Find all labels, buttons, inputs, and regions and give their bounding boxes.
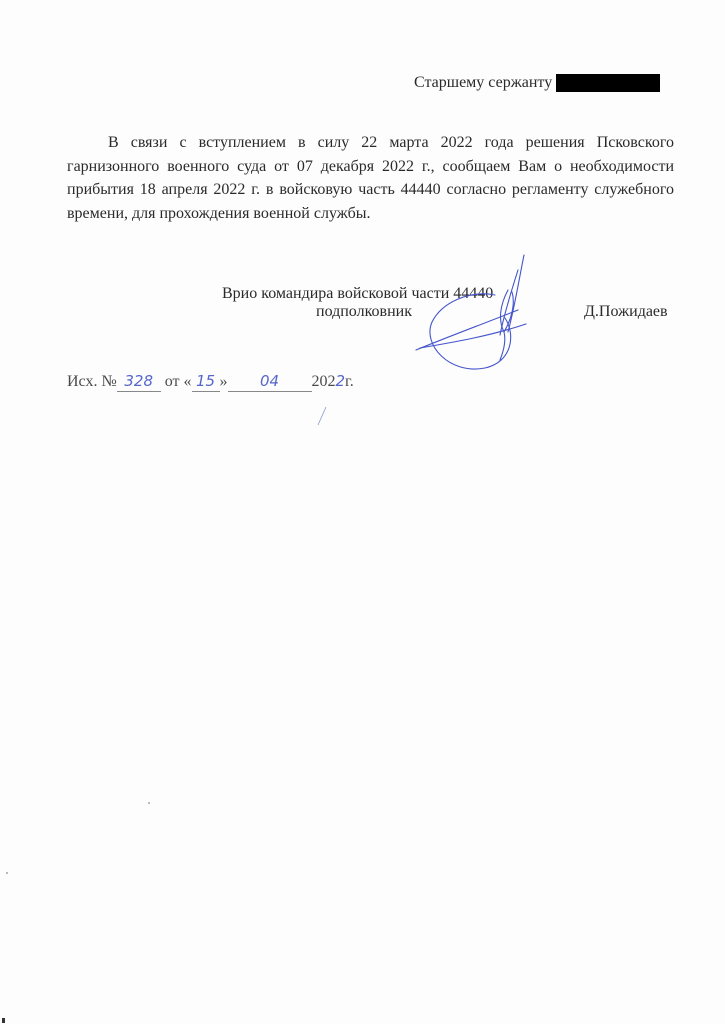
scan-artifact — [6, 872, 8, 874]
signatory-rank: подполковник — [316, 303, 412, 320]
scan-artifact — [148, 802, 150, 804]
scan-artifact — [2, 1018, 5, 1023]
handwritten-signature — [400, 250, 540, 380]
outgoing-day: 15 — [195, 372, 216, 390]
outgoing-number: 328 — [124, 372, 154, 390]
outgoing-month: 04 — [259, 372, 280, 390]
addressee-label: Старшему сержанту — [414, 74, 553, 91]
letter-body: В связи с вступлением в силу 22 марта 2022 года решения Псковского гарнизонного военного суда от 07 декабря 2022 г., сообщаем Вам о необходимости прибытия 18 апреля 2022 г. в войсковую часть 44440 согласно регламенту служебного времени, для прохождения военной службы. — [67, 134, 674, 222]
outgoing-prefix: Исх. № — [67, 373, 117, 390]
pen-mark — [312, 405, 332, 427]
outgoing-year-suffix: г. — [345, 373, 354, 390]
signatory-title: Врио командира войсковой части 44440 — [222, 285, 494, 302]
redacted-name — [556, 74, 660, 92]
outgoing-close-quote: » — [219, 373, 228, 390]
addressee-line — [414, 74, 660, 92]
outgoing-year-digit: 2 — [335, 372, 346, 390]
outgoing-year-prefix: 202 — [311, 373, 336, 390]
outgoing-from-label: от « — [164, 373, 192, 390]
outgoing-reference — [67, 372, 354, 392]
signatory-name: Д.Пожидаев — [584, 303, 668, 320]
